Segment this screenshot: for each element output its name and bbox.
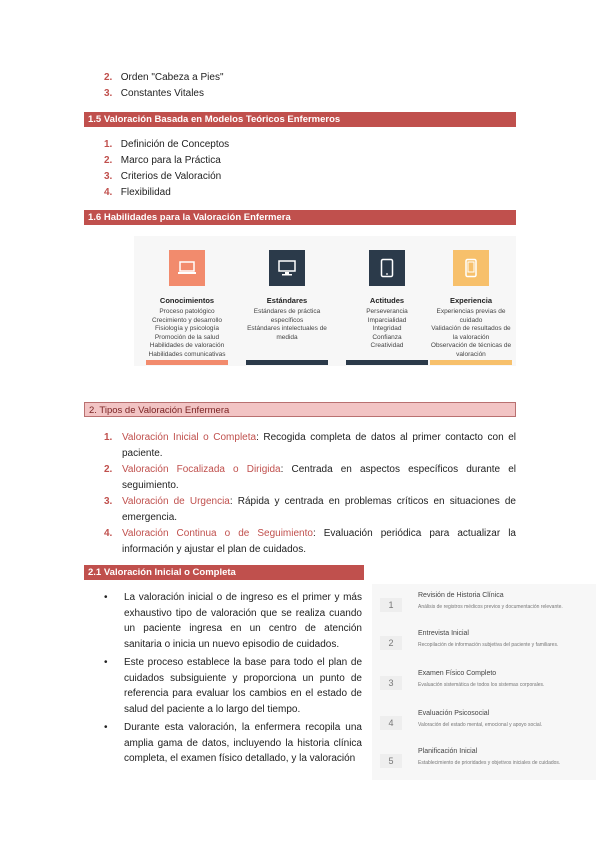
skill-experiencia: Experiencia Experiencias previas de cuidado Validación de resultados de la valoración Observación de técnicas de valoración (430, 250, 512, 359)
list-item: 2. Marco para la Práctica (104, 155, 221, 166)
theory-list (104, 137, 229, 201)
skill-accent-bar (146, 360, 228, 365)
list-item: 2. Orden "Cabeza a Pies" (104, 72, 224, 83)
skill-conocimientos: Conocimientos Proceso patológico Crecimiento y desarrollo Fisiología y psicología Promoción de la salud Habilidades de valoración Habilidades comunicativas (146, 250, 228, 359)
bullet-list (104, 590, 362, 770)
section-heading-1-5: 1.5 Valoración Basada en Modelos Teóricos Enfermeros (84, 112, 516, 127)
list-item: 4. Valoración Continua o de Seguimiento: Evaluación periódica para actualizar la información y ajustar el plan de cuidados. (104, 528, 516, 555)
bullet-item: • Durante esta valoración, la enfermera recopila una amplia gama de datos, incluyendo la historia clínica completa, el examen físico detallado, y la valoración (104, 722, 362, 764)
list-item: 4. Flexibilidad (104, 187, 171, 198)
skill-accent-bar (430, 360, 512, 365)
list-item: 3. Criterios de Valoración (104, 171, 222, 182)
list-item: 3. Valoración de Urgencia: Rápida y centrada en problemas críticos en situaciones de emergencia. (104, 496, 516, 523)
skill-accent-bar (346, 360, 428, 365)
assessment-steps: 1 Revisión de Historia Clínica Análisis de registros médicos previos y documentación relevante. 2 Entrevista Inicial Recopilación de información subjetiva del paciente y familiares. 3 Examen Físico Completo Evaluación sistemática de todos los sistemas corporales. 4 Evaluación Psicosocial Valoración del estado mental, emocional y apoyo social. 5 Planificación Inicial Establecimiento de prioridades y objetivos iniciales de cuidados. (372, 584, 596, 780)
laptop-icon (169, 250, 205, 286)
bullet-item: • La valoración inicial o de ingreso es el primer y más exhaustivo tipo de valoración que se realiza cuando un paciente ingresa en un centro de atención sanitaria o inicia un nuevo episodio de cuidados. (104, 592, 362, 650)
bullet-item: • Este proceso establece la base para todo el plan de cuidados subsiguiente y proporciona un punto de referencia para evaluar los cambios en el estado de salud del paciente a lo largo del tiempo. (104, 657, 362, 715)
skill-actitudes: Actitudes Perseverancia Imparcialidad Integridad Confianza Creatividad (346, 250, 428, 351)
list-item: 1. Valoración Inicial o Completa: Recogida completa de datos al primer contacto con el paciente. (104, 432, 516, 459)
skill-estandares: Estándares Estándares de práctica específicos Estándares intelectuales de medida (246, 250, 328, 342)
section-heading-2-1: 2.1 Valoración Inicial o Completa (84, 565, 364, 580)
section-heading-1-6: 1.6 Habilidades para la Valoración Enfermera (84, 210, 516, 225)
top-list (104, 70, 224, 102)
tablet-icon (369, 250, 405, 286)
list-item: 1. Definición de Conceptos (104, 139, 230, 150)
list-item: 2. Valoración Focalizada o Dirigida: Centrada en aspectos específicos durante el seguimiento. (104, 464, 516, 491)
skill-accent-bar (246, 360, 328, 365)
types-list (100, 430, 516, 558)
list-item: 3. Constantes Vitales (104, 88, 204, 99)
skills-infographic (134, 236, 516, 366)
phone-icon (453, 250, 489, 286)
monitor-icon (269, 250, 305, 286)
section-heading-2: 2. Tipos de Valoración Enfermera (84, 402, 516, 417)
